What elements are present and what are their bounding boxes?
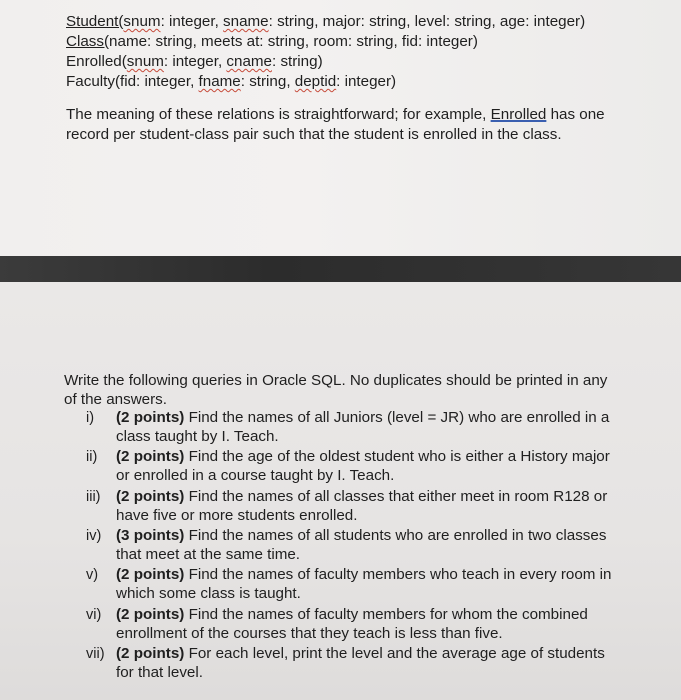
question-points: (2 points) (116, 488, 185, 505)
meaning-line-1: The meaning of these relations is straightforward; for example, Enrolled has one (66, 106, 605, 123)
enrolled-link[interactable]: Enrolled (490, 106, 547, 123)
question-line-1 (116, 606, 588, 624)
question-line-2: which some class is taught. (116, 585, 301, 602)
question-points: (2 points) (116, 645, 185, 662)
question-points: (3 points) (116, 527, 185, 544)
question-line-1 (116, 488, 607, 506)
question-line-2: class taught by I. Teach. (116, 428, 279, 445)
question-line-1 (116, 527, 606, 545)
page-divider (0, 256, 681, 282)
question-number: iv) (86, 528, 102, 544)
question-points: (2 points) (116, 448, 185, 465)
question-text: Find the names of faculty members who teach in every room in (184, 566, 612, 583)
class-relation: Class(name: string, meets at: string, room: string, fid: integer) (66, 33, 478, 50)
enrolled-relation: Enrolled(snum: integer, cname: string) (66, 53, 323, 70)
question-number: vi) (86, 607, 102, 623)
question-line-1 (116, 409, 609, 427)
question-number: i) (86, 410, 95, 426)
question-text: Find the names of all students who are enrolled in two classes (184, 527, 607, 544)
question-line-1 (116, 645, 605, 663)
question-line-2: for that level. (116, 664, 203, 681)
question-line-2: have five or more students enrolled. (116, 507, 358, 524)
question-number: iii) (86, 489, 101, 505)
question-text: Find the names of faculty members for whom the combined (184, 606, 588, 623)
meaning-line-2: record per student-class pair such that the student is enrolled in the class. (66, 126, 562, 143)
question-line-2: enrollment of the courses that they teach is less than five. (116, 625, 503, 642)
question-number: vii) (86, 646, 105, 662)
question-line-2: that meet at the same time. (116, 546, 301, 563)
question-text: Find the age of the oldest student who is either a History major (184, 448, 610, 465)
question-number: v) (86, 567, 99, 583)
instructions-line-2: of the answers. (64, 391, 167, 408)
question-line-1 (116, 566, 611, 584)
faculty-relation: Faculty(fid: integer, fname: string, deptid: integer) (66, 73, 397, 90)
instructions-line-1: Write the following queries in Oracle SQL. No duplicates should be printed in any (64, 372, 608, 389)
question-text: Find the names of all classes that either meet in room R128 or (184, 488, 608, 505)
question-text: Find the names of all Juniors (level = JR) who are enrolled in a (184, 409, 610, 426)
question-text: For each level, print the level and the average age of students (184, 645, 605, 662)
question-points: (2 points) (116, 409, 185, 426)
question-line-1 (116, 448, 610, 466)
question-points: (2 points) (116, 606, 185, 623)
question-points: (2 points) (116, 566, 185, 583)
question-line-2: or enrolled in a course taught by I. Teach. (116, 467, 395, 484)
student-relation: Student(snum: integer, sname: string, major: string, level: string, age: integer) (66, 13, 586, 30)
schema-panel (0, 0, 681, 256)
question-number: ii) (86, 449, 98, 465)
